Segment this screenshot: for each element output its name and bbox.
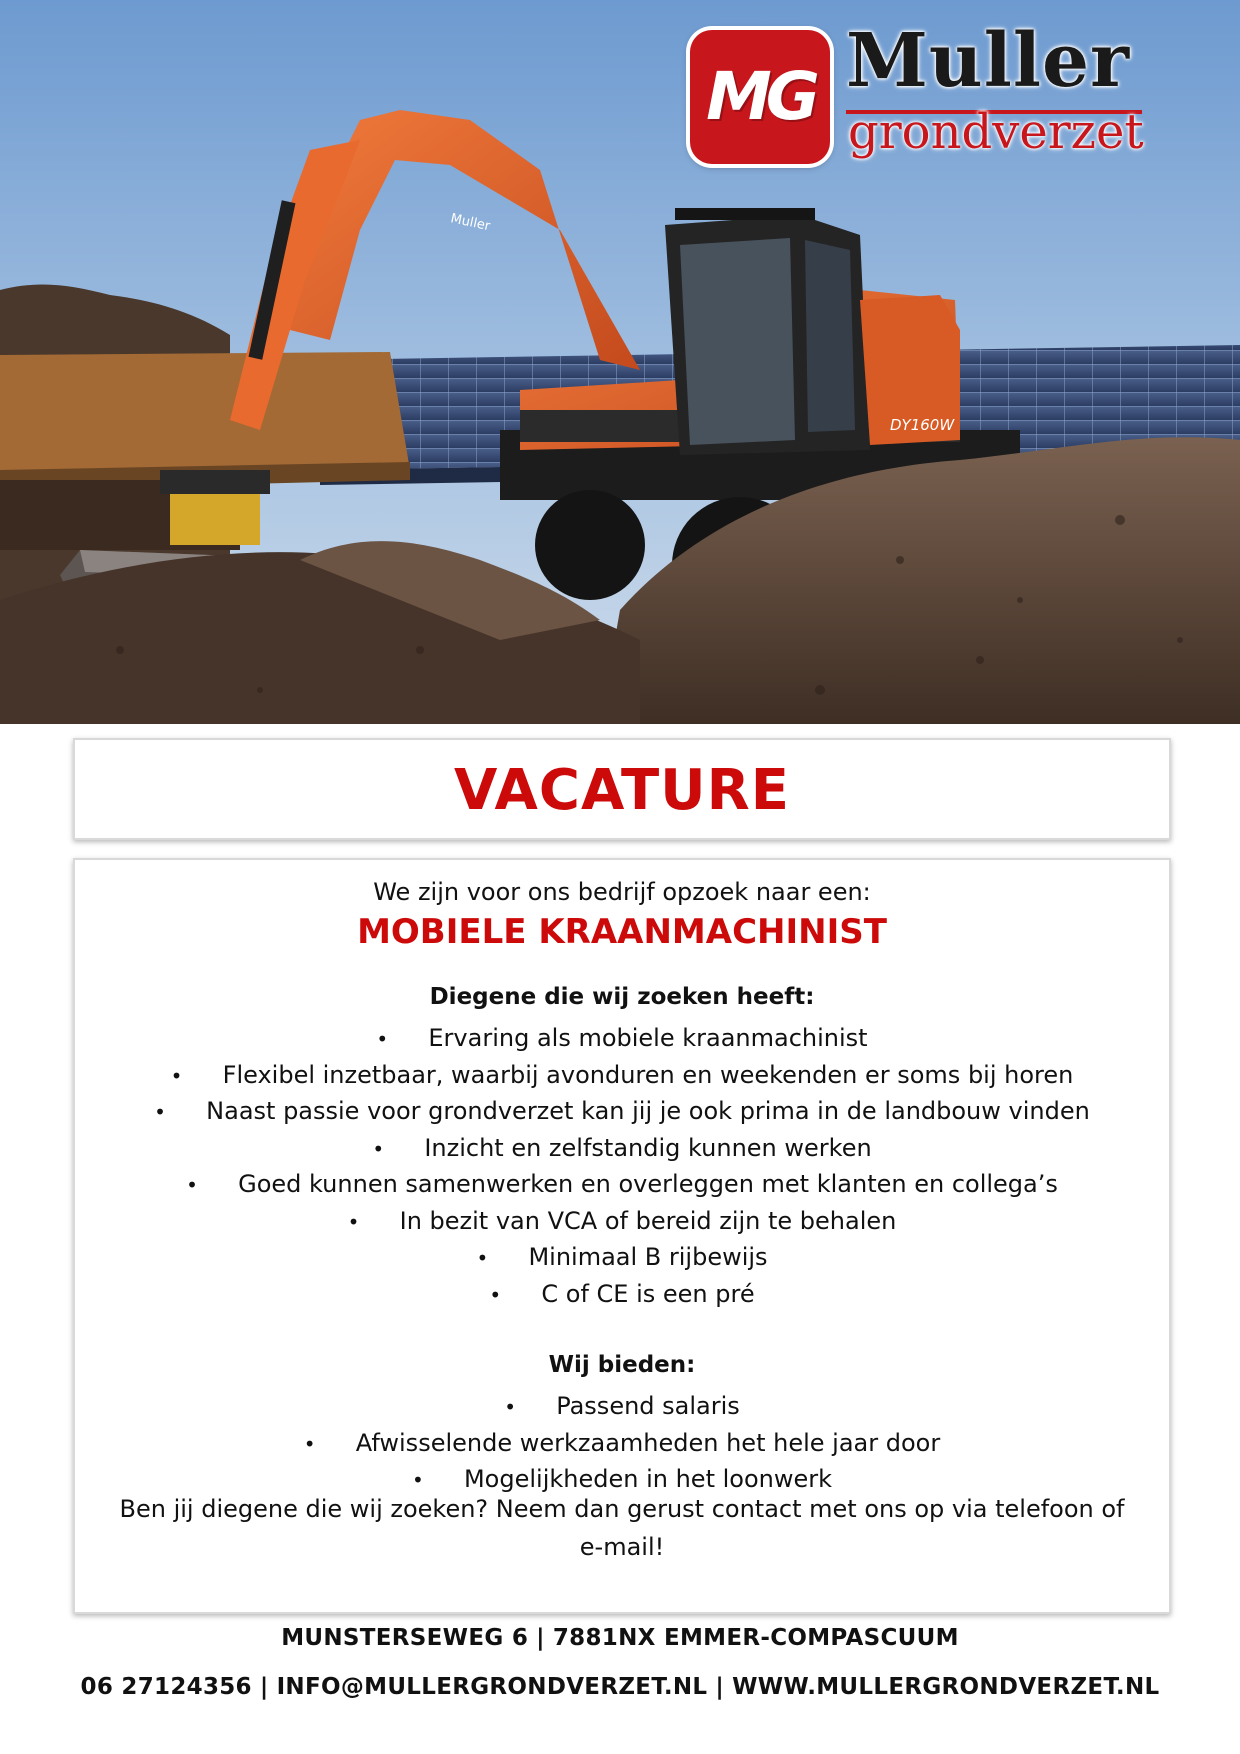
logo-mark-text: MG [706,58,814,135]
bullet-icon: • [170,1063,183,1088]
bullet-icon: • [489,1282,502,1307]
logo-mark-icon [690,30,830,164]
list-item: • Mogelijkheden in het loonwerk [75,1461,1169,1498]
offer-list [75,1388,1169,1498]
footer-street: MUNSTERSEWEG 6 [281,1625,529,1651]
list-item: • Inzicht en zelfstandig kunnen werken [75,1130,1169,1167]
bullet-icon: • [372,1136,385,1161]
intro-text: We zijn voor ons bedrijf opzoek naar een: [373,878,871,906]
list-item: • Minimaal B rijbewijs [75,1239,1169,1276]
list-item: • Flexibel inzetbaar, waarbij avonduren en weekenden er soms bij horen [75,1057,1169,1094]
wheel [535,490,645,600]
tilt-rotator [170,490,260,545]
requirements-heading: Diegene die wij zoeken heeft: [429,984,815,1010]
logo-company-name: Muller [846,18,1131,104]
title-box [73,738,1171,840]
bullet-icon: • [303,1431,316,1456]
offer-heading: Wij bieden: [548,1352,696,1378]
list-item: • Passend salaris [75,1388,1169,1425]
job-title: MOBIELE KRAANMACHINIST [357,912,887,952]
closing-text: Ben jij diegene die wij zoeken? Neem dan gerust contact met ons op via telefoon of e-mail! [119,1495,1125,1561]
list-item: • Afwisselende werkzaamheden het hele jaar door [75,1425,1169,1462]
bullet-icon: • [504,1395,516,1419]
list-item: • Naast passie voor grondverzet kan jij je ook prima in de landbouw vinden [75,1093,1169,1130]
footer-separator: | [536,1625,545,1651]
footer-city: 7881NX EMMER-COMPASCUUM [552,1625,959,1651]
requirements-list [75,1020,1169,1312]
footer-separator: | [259,1674,269,1700]
bullet-icon: • [154,1100,166,1124]
footer-website-link[interactable]: WWW.MULLERGRONDVERZET.NL [732,1674,1160,1700]
footer-phone[interactable]: 06 27124356 [80,1674,252,1700]
footer-email-link[interactable]: INFO@MULLERGRONDVERZET.NL [276,1674,708,1700]
list-item: • C of CE is een pré [75,1276,1169,1313]
page-title: VACATURE [453,758,790,823]
dump-trailer [0,352,410,480]
list-item: • In bezit van VCA of bereid zijn te behalen [75,1203,1169,1240]
bullet-icon: • [376,1027,389,1051]
footer-address [0,1625,1240,1651]
footer-contact [0,1674,1240,1700]
list-item: • Ervaring als mobiele kraanmachinist [75,1020,1169,1057]
logo-company-subtitle: grondverzet [848,104,1144,160]
company-logo [690,18,1150,168]
list-item: • Goed kunnen samenwerken en overleggen met klanten en collega’s [75,1166,1169,1203]
bullet-icon: • [347,1209,360,1234]
machine-model-label: DY160W [890,416,955,434]
bullet-icon: • [476,1246,489,1270]
footer-separator: | [715,1674,725,1700]
bullet-icon: • [411,1468,424,1492]
machine-brand-label: Muller [449,211,492,235]
content-box [73,858,1171,1614]
bullet-icon: • [186,1173,198,1197]
